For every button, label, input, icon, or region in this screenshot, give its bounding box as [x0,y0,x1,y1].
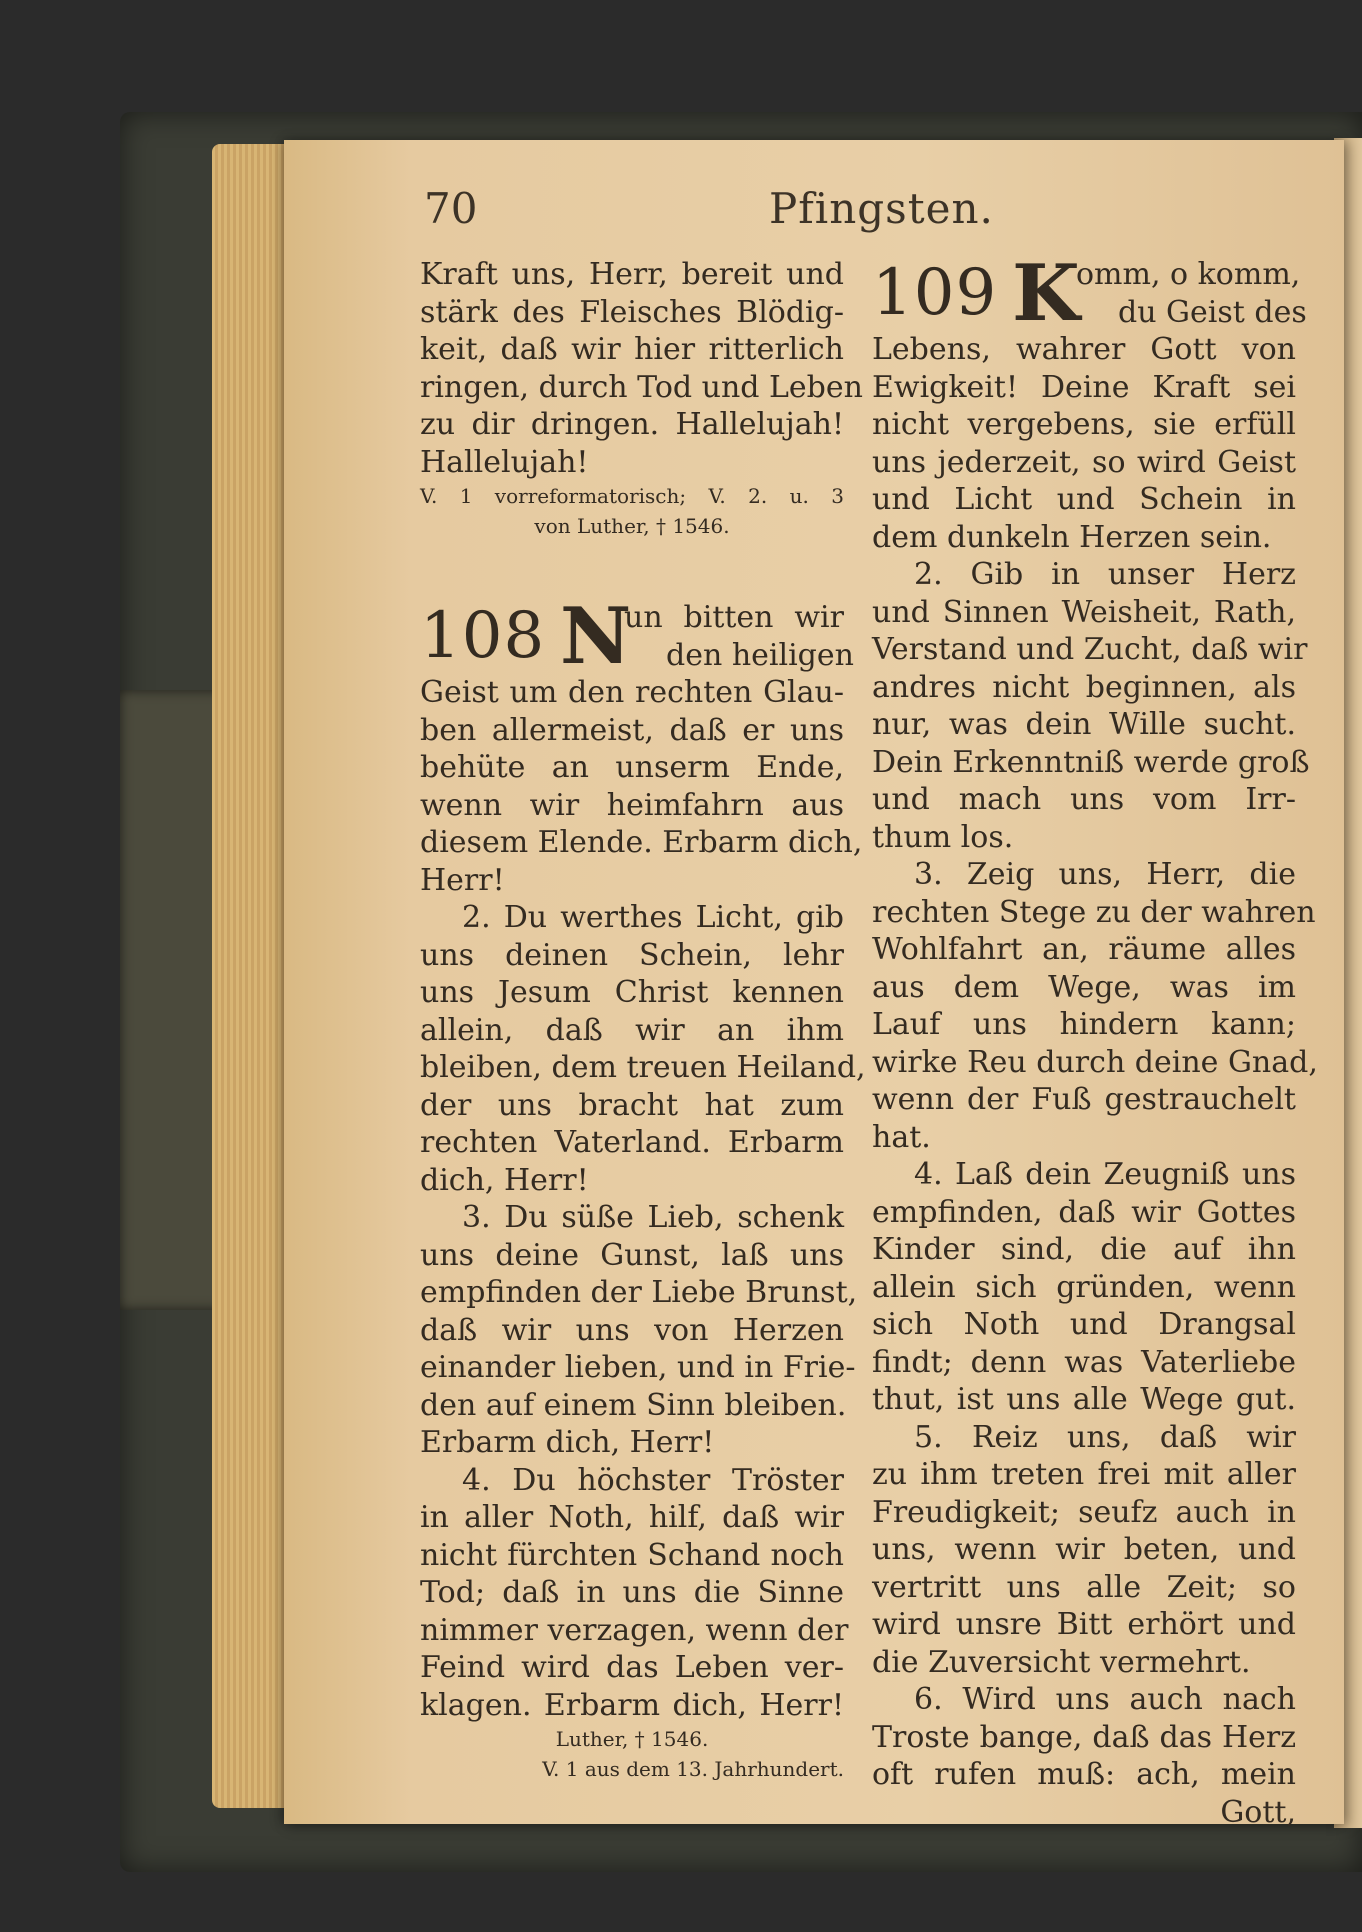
text-line: hat. [872,1119,931,1155]
text-line: zu ihm treten frei mit aller [872,1457,1296,1492]
text-line: Wohlfahrt an, räume alles [872,932,1296,967]
page-header [424,184,994,244]
text-line: 5. Reiz uns, daß wir [914,1419,1296,1455]
text-line: oft rufen muß: ach, mein [872,1757,1296,1792]
hymn-number: 108 [420,599,546,673]
text-line: daß wir uns von Herzen [420,1312,844,1348]
text-line: in aller Noth, hilf, daß wir [420,1500,844,1535]
text-line: klagen. Erbarm dich, Herr! [420,1687,844,1723]
page-number: 70 [424,184,478,233]
text-line: Gott, [1220,1794,1296,1830]
text-line: wird unsre Bitt erhört und [872,1607,1296,1642]
text-line: vertritt uns alle Zeit; so [872,1569,1296,1605]
text-line: andres nicht beginnen, als [872,669,1296,705]
text-line: Hallelujah! [420,444,589,480]
text-line: wenn wir heimfahrn aus [420,787,844,823]
attribution: V. 1 aus dem 13. Jahrhundert. [542,1757,844,1781]
text-line: thum los. [872,819,1014,855]
text-line: rechten Vaterland. Erbarm [420,1125,844,1160]
text-line: wenn der Fuß gestrauchelt [872,1082,1296,1117]
text-line: empfinden der Liebe Brunst, [420,1275,858,1310]
text-line: die Zuversicht vermehrt. [872,1644,1251,1680]
text-line: der uns bracht hat zum [420,1087,844,1123]
drop-cap: K [1012,248,1080,339]
text-line: Troste bange, daß das Herz [872,1719,1296,1755]
text-line: und Licht und Schein in [872,482,1296,517]
text-line: nicht fürchten Schand noch [420,1537,844,1573]
text-line: 3. Zeig uns, Herr, die [914,857,1296,892]
text-line: Lebens, wahrer Gott von [872,332,1296,367]
text-line: keit, daß wir hier ritterlich [420,332,844,367]
text-line: Feind wird das Leben ver- [420,1650,844,1685]
text-line: Freudigkeit; seufz auch in [872,1494,1296,1530]
text-line: omm, o komm, [1076,257,1301,292]
attribution: von Luther, † 1546. [534,514,730,538]
text-line: uns, wenn wir beten, und [872,1532,1296,1567]
text-line: 6. Wird uns auch nach [914,1682,1296,1717]
attribution: Luther, † 1546. [555,1727,709,1751]
text-line: empfinden, daß wir Gottes [872,1194,1296,1230]
text-line: Kinder sind, die auf ihn [872,1232,1296,1267]
text-line: einander lieben, und in Frie- [420,1350,856,1385]
text-line: den heiligen [666,637,854,673]
right-column [872,248,1318,1831]
text-line: Verstand und Zucht, daß wir [872,632,1308,667]
left-column [420,256,866,1784]
running-title: Pfingsten. [769,184,994,233]
hymn-109-start [872,248,1307,339]
text-line: behüte an unserm Ende, [420,750,844,785]
text-line: dich, Herr! [420,1162,589,1198]
text-line: nicht vergebens, sie erfüll [872,407,1296,442]
text-line: 4. Du höchster Tröster [462,1462,844,1498]
text-line: Lauf uns hindern kann; [872,1007,1296,1042]
text-line: allein, daß wir an ihm [420,1012,844,1048]
text-line: 3. Du süße Lieb, schenk [462,1200,844,1235]
text-line: Erbarm dich, Herr! [420,1425,715,1460]
text-line: Dein Erkenntniß werde groß [872,744,1310,780]
text-line: diesem Elende. Erbarm dich, [420,825,863,860]
text-line: thut, ist uns alle Wege gut. [872,1382,1296,1417]
text-line: wirke Reu durch deine Gnad, [872,1044,1318,1080]
hymn-number: 109 [872,256,998,330]
text-line: Herr! [420,862,505,898]
text-line: den auf einem Sinn bleiben. [420,1387,847,1423]
text-line: uns deine Gunst, laß uns [420,1237,844,1273]
text-line: und mach uns vom Irr- [872,782,1296,817]
text-line: dem dunkeln Herzen sein. [872,519,1272,555]
text-line: nur, was dein Wille sucht. [872,707,1296,742]
text-line: 4. Laß dein Zeugniß uns [914,1157,1296,1192]
text-line: Geist um den rechten Glau- [420,675,844,710]
text-line: Kraft uns, Herr, bereit und [420,257,844,292]
text-line: allein sich gründen, wenn [872,1269,1296,1305]
attribution: V. 1 vorreformatorisch; V. 2. u. 3 [420,484,844,508]
text-line: un bitten wir [624,600,844,635]
text-line: findt; denn was Vaterliebe [872,1344,1296,1380]
text-line: ringen, durch Tod und Leben [420,369,863,405]
text-line: stärk des Fleisches Blödig- [420,294,844,330]
text-line: Tod; daß in uns die Sinne [420,1575,844,1610]
text-line: uns Jesum Christ kennen [420,975,844,1010]
drop-cap: N [560,591,632,682]
text-line: sich Noth und Drangsal [872,1307,1296,1342]
text-line: nimmer verzagen, wenn der [420,1612,849,1648]
text-line: rechten Stege zu der wahren [872,894,1316,930]
text-line: und Sinnen Weisheit, Rath, [872,594,1296,630]
text-line: zu dir dringen. Hallelujah! [420,407,844,442]
text-line: uns deinen Schein, lehr [420,937,844,973]
text-line: 2. Gib in unser Herz [914,557,1296,592]
text-line: du Geist des [1118,294,1307,330]
hymn-108-start [420,591,854,682]
text-line: Ewigkeit! Deine Kraft sei [872,369,1296,405]
text-line: aus dem Wege, was im [872,969,1296,1005]
text-line: 2. Du werthes Licht, gib [462,900,844,935]
text-line: ben allermeist, daß er uns [420,712,844,748]
text-line: bleiben, dem treuen Heiland, [420,1050,866,1085]
text-line: uns jederzeit, so wird Geist [872,444,1296,480]
